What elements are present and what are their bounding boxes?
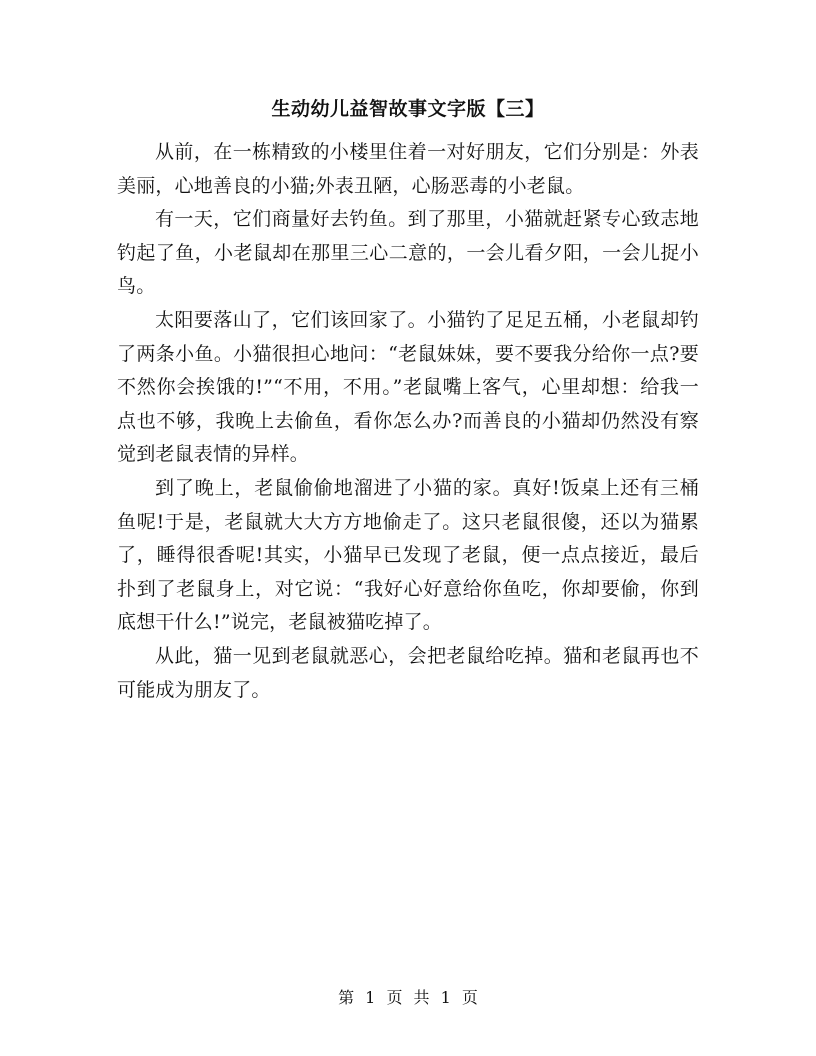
paragraph-5: 从此，猫一见到老鼠就恶心，会把老鼠给吃掉。猫和老鼠再也不可能成为朋友了。 <box>117 644 699 701</box>
paragraph-1: 从前，在一栋精致的小楼里住着一对好朋友，它们分别是：外表美丽，心地善良的小猫;外表丑陋，心肠恶毒的小老鼠。 <box>117 141 699 197</box>
paragraph-2: 有一天，它们商量好去钓鱼。到了那里，小猫就赶紧专心致志地钓起了鱼，小老鼠却在那里三心二意的，一会儿看夕阳，一会儿捉小鸟。 <box>117 208 699 298</box>
paragraph-3: 太阳要落山了，它们该回家了。小猫钓了足足五桶，小老鼠却钓了两条小鱼。小猫很担心地问：“老鼠妹妹，要不要我分给你一点?要不然你会挨饿的!”“不用，不用。”老鼠嘴上客气，心里却想：给我一点也不够，我晚上去偷鱼，看你怎么办?而善良的小猫却仍然没有察觉到老鼠表情的异样。 <box>117 308 699 466</box>
document-body <box>117 136 699 707</box>
page-number-footer: 第 1 页 共 1 页 <box>338 988 478 1007</box>
paragraph-4: 到了晚上，老鼠偷偷地溜进了小猫的家。真好!饭桌上还有三桶鱼呢!于是，老鼠就大大方方地偷走了。这只老鼠很傻，还以为猫累了，睡得很香呢!其实，小猫早已发现了老鼠，便一点点接近，最后扑到了老鼠身上，对它说：“我好心好意给你鱼吃，你却要偷，你到底想干什么!”说完，老鼠被猫吃掉了。 <box>117 476 699 634</box>
document-title: 生动幼儿益智故事文字版【三】 <box>271 98 545 120</box>
